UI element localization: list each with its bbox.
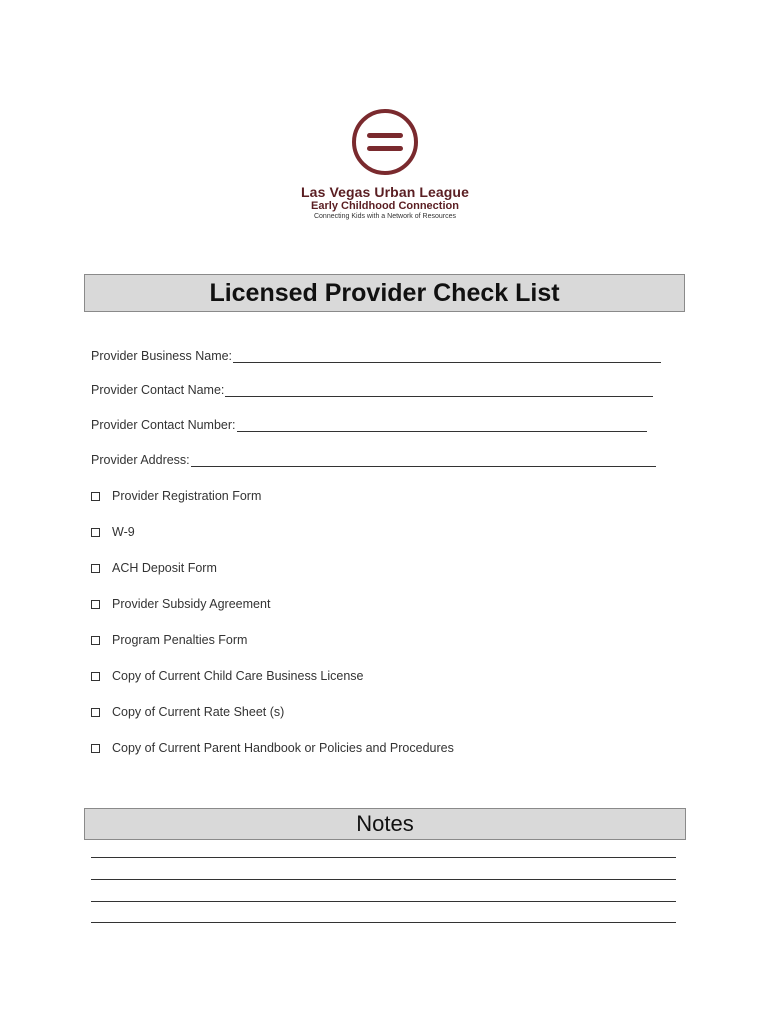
contact-number-line[interactable]	[237, 419, 647, 432]
checklist-item[interactable]	[91, 489, 261, 503]
checklist-item[interactable]	[91, 633, 247, 647]
notes-line[interactable]	[91, 879, 676, 880]
checkbox[interactable]	[91, 600, 100, 609]
address-label: Provider Address:	[91, 453, 190, 467]
notes-line[interactable]	[91, 901, 676, 902]
checkbox[interactable]	[91, 708, 100, 717]
checklist-item[interactable]	[91, 741, 454, 755]
contact-name-line[interactable]	[225, 384, 653, 397]
checklist-label: Program Penalties Form	[112, 633, 248, 647]
notes-title: Notes	[84, 808, 686, 840]
checklist-label: W-9	[112, 525, 135, 539]
logo-org-name: Las Vegas Urban League	[301, 184, 469, 200]
checklist-label: Copy of Current Rate Sheet (s)	[112, 705, 285, 719]
checklist-item[interactable]	[91, 669, 364, 683]
address-field[interactable]	[91, 453, 656, 467]
urban-league-equality-icon	[351, 108, 419, 176]
checklist-label: Provider Subsidy Agreement	[112, 597, 271, 611]
form-title: Licensed Provider Check List	[84, 274, 685, 312]
notes-line[interactable]	[91, 857, 676, 858]
checkbox[interactable]	[91, 744, 100, 753]
checkbox[interactable]	[91, 672, 100, 681]
checklist-item[interactable]	[91, 561, 217, 575]
checkbox[interactable]	[91, 492, 100, 501]
logo-sub-name: Early Childhood Connection	[311, 200, 459, 212]
checklist-label: Copy of Current Child Care Business License	[112, 669, 364, 683]
checklist-label: ACH Deposit Form	[112, 561, 217, 575]
business-name-line[interactable]	[233, 350, 661, 363]
checklist-item[interactable]	[91, 705, 284, 719]
checkbox[interactable]	[91, 528, 100, 537]
business-name-label: Provider Business Name:	[91, 349, 233, 363]
checklist-label: Provider Registration Form	[112, 489, 262, 503]
contact-number-field[interactable]	[91, 418, 647, 432]
contact-number-label: Provider Contact Number:	[91, 418, 236, 432]
checklist-item[interactable]	[91, 525, 135, 539]
notes-line[interactable]	[91, 922, 676, 923]
logo	[0, 108, 770, 220]
checklist-item[interactable]	[91, 597, 270, 611]
checkbox[interactable]	[91, 564, 100, 573]
address-line[interactable]	[191, 454, 656, 467]
checklist-label: Copy of Current Parent Handbook or Policies and Procedures	[112, 741, 454, 755]
contact-name-label: Provider Contact Name:	[91, 383, 225, 397]
contact-name-field[interactable]	[91, 383, 653, 397]
business-name-field[interactable]	[91, 349, 661, 363]
logo-tagline: Connecting Kids with a Network of Resources	[313, 213, 456, 220]
checkbox[interactable]	[91, 636, 100, 645]
